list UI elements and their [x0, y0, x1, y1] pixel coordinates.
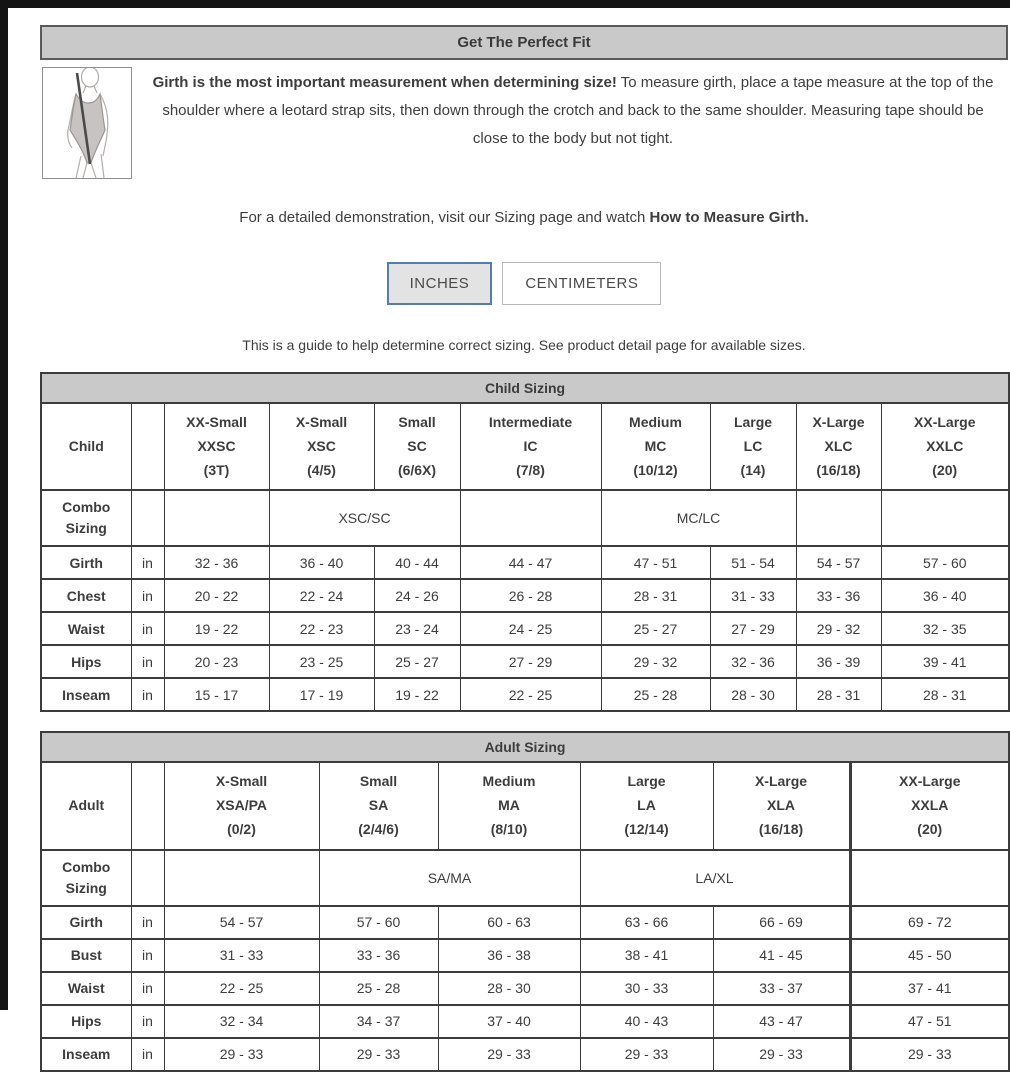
size-column-header: X-Large XLC (16/18)	[796, 403, 881, 490]
measurement-row-label: Girth	[41, 906, 131, 939]
measurement-value-cell: 22 - 25	[460, 678, 601, 711]
measurement-value-cell: 17 - 19	[269, 678, 374, 711]
measurement-row-label: Bust	[41, 939, 131, 972]
measurement-value-cell: 26 - 28	[460, 579, 601, 612]
size-column-header: X-Large XLA (16/18)	[713, 762, 850, 849]
measurement-value-cell: 33 - 37	[713, 972, 850, 1005]
size-column-header: XX-Small XXSC (3T)	[164, 403, 269, 490]
measurement-value-cell: 45 - 50	[850, 939, 1009, 972]
unit-column-spacer	[131, 490, 164, 546]
measurement-value-cell: 47 - 51	[601, 546, 710, 579]
measurement-value-cell: 29 - 33	[850, 1038, 1009, 1071]
demo-text-bold: How to Measure Girth.	[649, 209, 809, 226]
measurement-value-cell: 23 - 25	[269, 645, 374, 678]
combo-sizing-cell	[881, 490, 1009, 546]
measurement-value-cell: 31 - 33	[710, 579, 796, 612]
measurement-value-cell: 32 - 36	[164, 546, 269, 579]
measurement-value-cell: 29 - 32	[601, 645, 710, 678]
page-border-left	[0, 0, 8, 1010]
measurement-value-cell: 25 - 28	[601, 678, 710, 711]
size-column-header: X-Small XSC (4/5)	[269, 403, 374, 490]
combo-sizing-cell: SA/MA	[319, 850, 580, 906]
measurement-value-cell: 29 - 33	[580, 1038, 713, 1071]
measurement-value-cell: 23 - 24	[374, 612, 460, 645]
combo-sizing-cell	[850, 850, 1009, 906]
measurement-value-cell: 31 - 33	[164, 939, 319, 972]
measurement-value-cell: 57 - 60	[319, 906, 438, 939]
table-row-header: Child	[41, 403, 131, 490]
measurement-value-cell: 29 - 33	[713, 1038, 850, 1071]
combo-sizing-cell	[164, 850, 319, 906]
measurement-value-cell: 32 - 35	[881, 612, 1009, 645]
measurement-unit: in	[131, 939, 164, 972]
unit-column-spacer	[131, 762, 164, 849]
measurement-unit: in	[131, 612, 164, 645]
size-column-header: X-Small XSA/PA (0/2)	[164, 762, 319, 849]
measurement-value-cell: 28 - 31	[601, 579, 710, 612]
measurement-value-cell: 38 - 41	[580, 939, 713, 972]
girth-measurement-illustration	[42, 67, 132, 179]
measurement-unit: in	[131, 579, 164, 612]
girth-intro-bold: Girth is the most important measurement when determining size!	[152, 74, 617, 91]
measurement-value-cell: 24 - 25	[460, 612, 601, 645]
measurement-value-cell: 63 - 66	[580, 906, 713, 939]
measurement-value-cell: 22 - 23	[269, 612, 374, 645]
size-column-header: Large LC (14)	[710, 403, 796, 490]
inches-button[interactable]: INCHES	[387, 262, 493, 305]
centimeters-button[interactable]: CENTIMETERS	[502, 262, 661, 305]
combo-sizing-cell	[164, 490, 269, 546]
measurement-value-cell: 36 - 38	[438, 939, 580, 972]
size-column-header: Small SA (2/4/6)	[319, 762, 438, 849]
size-column-header: Large LA (12/14)	[580, 762, 713, 849]
measurement-value-cell: 43 - 47	[713, 1005, 850, 1038]
combo-sizing-label: Combo Sizing	[41, 850, 131, 906]
girth-intro-rest: To measure girth, place a tape measure at the top of the shoulder where a leotard strap sits, then down through the crotch and back to the same shoulder. Measuring tape should be close to the body but not tight.	[162, 74, 994, 147]
measurement-value-cell: 25 - 27	[601, 612, 710, 645]
table-section-title: Adult Sizing	[41, 732, 1009, 762]
size-column-header: XX-Large XXLA (20)	[850, 762, 1009, 849]
measurement-value-cell: 44 - 47	[460, 546, 601, 579]
measurement-unit: in	[131, 972, 164, 1005]
measurement-value-cell: 41 - 45	[713, 939, 850, 972]
measurement-value-cell: 57 - 60	[881, 546, 1009, 579]
measurement-value-cell: 60 - 63	[438, 906, 580, 939]
measurement-value-cell: 33 - 36	[796, 579, 881, 612]
girth-intro-section	[40, 67, 1008, 179]
measurement-value-cell: 54 - 57	[796, 546, 881, 579]
sizing-page	[40, 25, 1008, 1072]
combo-sizing-cell: LA/XL	[580, 850, 850, 906]
demo-text-prefix: For a detailed demonstration, visit our Sizing page and watch	[239, 209, 650, 226]
measurement-value-cell: 28 - 30	[710, 678, 796, 711]
measurement-value-cell: 29 - 33	[164, 1038, 319, 1071]
measurement-value-cell: 19 - 22	[374, 678, 460, 711]
leotard-figure-icon	[43, 68, 131, 178]
measurement-row-label: Hips	[41, 1005, 131, 1038]
measurement-value-cell: 28 - 30	[438, 972, 580, 1005]
measurement-row-label: Inseam	[41, 1038, 131, 1071]
combo-sizing-cell	[796, 490, 881, 546]
measurement-value-cell: 22 - 24	[269, 579, 374, 612]
measurement-unit: in	[131, 546, 164, 579]
measurement-row-label: Hips	[41, 645, 131, 678]
unit-column-spacer	[131, 403, 164, 490]
measurement-value-cell: 37 - 40	[438, 1005, 580, 1038]
measurement-value-cell: 33 - 36	[319, 939, 438, 972]
measurement-unit: in	[131, 906, 164, 939]
measurement-value-cell: 66 - 69	[713, 906, 850, 939]
measurement-value-cell: 32 - 34	[164, 1005, 319, 1038]
measurement-value-cell: 27 - 29	[710, 612, 796, 645]
measurement-unit: in	[131, 1038, 164, 1071]
measurement-value-cell: 29 - 33	[438, 1038, 580, 1071]
page-title: Get The Perfect Fit	[40, 25, 1008, 60]
combo-sizing-cell: MC/LC	[601, 490, 796, 546]
sizing-demo-text	[40, 209, 1008, 226]
unit-toggle	[40, 262, 1008, 305]
measurement-value-cell: 40 - 44	[374, 546, 460, 579]
combo-sizing-label: Combo Sizing	[41, 490, 131, 546]
measurement-row-label: Waist	[41, 972, 131, 1005]
measurement-value-cell: 54 - 57	[164, 906, 319, 939]
measurement-value-cell: 25 - 28	[319, 972, 438, 1005]
measurement-value-cell: 39 - 41	[881, 645, 1009, 678]
measurement-row-label: Waist	[41, 612, 131, 645]
measurement-value-cell: 19 - 22	[164, 612, 269, 645]
measurement-value-cell: 30 - 33	[580, 972, 713, 1005]
measurement-unit: in	[131, 1005, 164, 1038]
measurement-value-cell: 20 - 23	[164, 645, 269, 678]
measurement-unit: in	[131, 678, 164, 711]
girth-intro-text	[132, 67, 1008, 152]
measurement-row-label: Girth	[41, 546, 131, 579]
measurement-value-cell: 25 - 27	[374, 645, 460, 678]
measurement-value-cell: 37 - 41	[850, 972, 1009, 1005]
measurement-value-cell: 28 - 31	[796, 678, 881, 711]
measurement-row-label: Inseam	[41, 678, 131, 711]
unit-column-spacer	[131, 850, 164, 906]
measurement-value-cell: 51 - 54	[710, 546, 796, 579]
measurement-value-cell: 22 - 25	[164, 972, 319, 1005]
child-sizing-table	[40, 372, 1010, 712]
table-section-title: Child Sizing	[41, 373, 1009, 403]
combo-sizing-cell	[460, 490, 601, 546]
measurement-value-cell: 47 - 51	[850, 1005, 1009, 1038]
size-column-header: Small SC (6/6X)	[374, 403, 460, 490]
measurement-value-cell: 36 - 39	[796, 645, 881, 678]
combo-sizing-cell: XSC/SC	[269, 490, 460, 546]
measurement-value-cell: 29 - 33	[319, 1038, 438, 1071]
measurement-value-cell: 40 - 43	[580, 1005, 713, 1038]
adult-sizing-table	[40, 731, 1010, 1071]
measurement-value-cell: 27 - 29	[460, 645, 601, 678]
size-column-header: Medium MA (8/10)	[438, 762, 580, 849]
measurement-value-cell: 34 - 37	[319, 1005, 438, 1038]
size-column-header: XX-Large XXLC (20)	[881, 403, 1009, 490]
measurement-value-cell: 36 - 40	[881, 579, 1009, 612]
measurement-value-cell: 15 - 17	[164, 678, 269, 711]
measurement-value-cell: 69 - 72	[850, 906, 1009, 939]
table-row-header: Adult	[41, 762, 131, 849]
size-column-header: Intermediate IC (7/8)	[460, 403, 601, 490]
measurement-row-label: Chest	[41, 579, 131, 612]
measurement-value-cell: 24 - 26	[374, 579, 460, 612]
measurement-value-cell: 28 - 31	[881, 678, 1009, 711]
measurement-value-cell: 36 - 40	[269, 546, 374, 579]
measurement-value-cell: 20 - 22	[164, 579, 269, 612]
page-border-top	[0, 0, 1010, 8]
measurement-value-cell: 29 - 32	[796, 612, 881, 645]
measurement-unit: in	[131, 645, 164, 678]
sizing-guide-note: This is a guide to help determine correct sizing. See product detail page for available sizes.	[242, 337, 806, 353]
size-column-header: Medium MC (10/12)	[601, 403, 710, 490]
measurement-value-cell: 32 - 36	[710, 645, 796, 678]
